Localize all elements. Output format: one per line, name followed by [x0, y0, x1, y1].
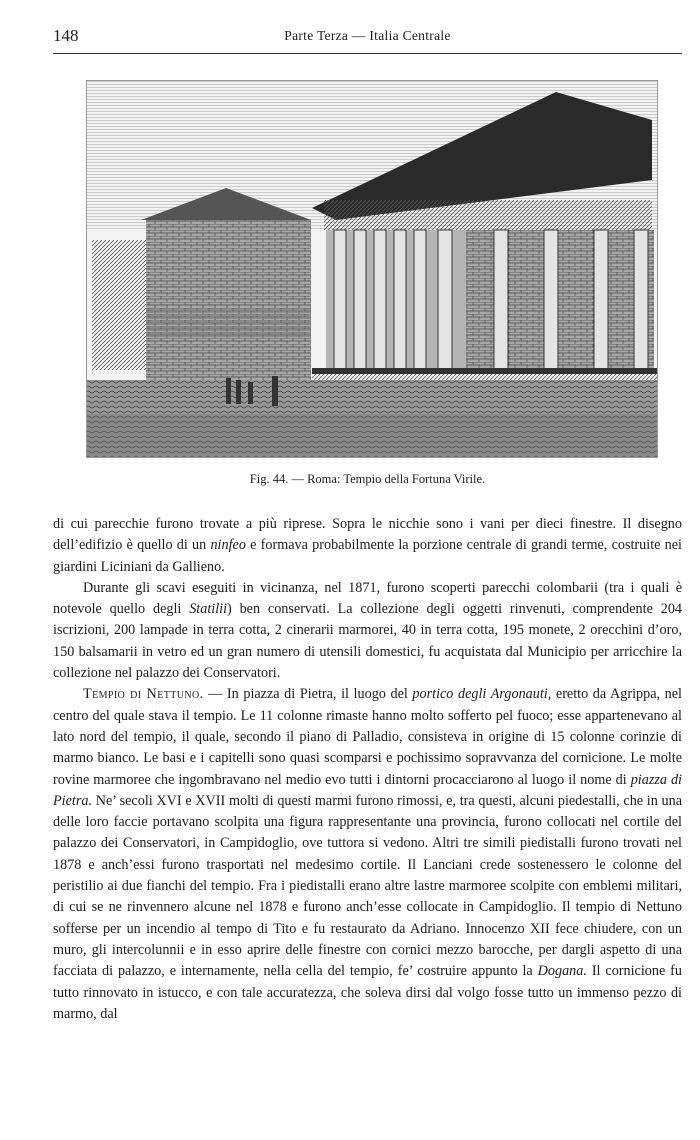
paragraph: Durante gli scavi eseguiti in vicinanza, nel 1871, furono scoperti parecchi colombarii (tra i quali è notevole quello degli Statilii) ben conservati. La collezione degli oggetti rinvenuti, comprendente 204 iscrizioni, 200 lampade in terra cotta, 2 cinerarii marmorei, 40 in terra cotta, 195 monete, 2 orecchini d’oro, 150 balsamarii in vetro ed un gran numero di utensili domestici, fu acquistata dal Municipio per arricchire la collezione nel palazzo dei Conservatori. [53, 579, 683, 682]
figure-engraving [86, 80, 658, 458]
body-text [53, 514, 682, 1025]
page-number: 148 [53, 26, 79, 45]
temple-illustration [86, 80, 658, 458]
page-header [53, 24, 682, 48]
section-heading: Tempio di Nettuno. [83, 686, 204, 703]
paragraph: di cui parecchie furono trovate a più riprese. Sopra le nicchie sono i vani per dieci finestre. Il disegno dell’edifizio è quello di un ninfeo e formava probabilmente la porzione centrale di grandi terme, costruite nei giardini Liciniani da Gallieno. [53, 516, 682, 575]
running-title: Parte Terza — Italia Centrale [284, 28, 451, 43]
background-building [146, 220, 311, 380]
header-rule [53, 53, 682, 54]
figure-caption: Fig. 44. — Roma: Tempio della Fortuna Virile. [249, 472, 486, 486]
paragraph: Tempio di Nettuno. — In piazza di Pietra, il luogo del portico degli Argonauti, eretto da Agrippa, nel centro del quale stava il tempio. Le 11 colonne rimaste hanno molto sofferto pel fuoco; esse appartenevano al lato nord del tempio, il quale, secondo il piano di Palladio, consisteva in origine di 15 colonne corinzie di marmo bianco. Le basi e i capitelli sono quasi scomparsi e pochissimo sopravvanza del cornicione. Le molte rovine marmoree che ingombravano nel medio evo tutti i dintorni procacciarono al luogo il nome di piazza di Pietra. Ne’ secoli XVI e XVII molti di questi marmi furono rimossi, e, tra questi, alcuni piedestalli, che in una delle loro faccie portavano scolpita una figura rappresentante una provincia, furono collocati nel cortile del palazzo dei Conservatori, in Campidoglio, ove tuttora si vedono. Altri tre simili piedistalli furono trovati nel 1878 e anch’essi furono trasportati nel medesimo cortile. Il Lanciani crede sostenessero le colonne del peristilio ai due fianchi del tempio. Fra i piedistalli erano altre lastre marmoree scolpite con emblemi militari, di cui se ne rinvennero alcune nel 1878 e furono anch’esse collocate in Campidoglio. Il tempio di Nettuno sofferse per un incendio al tempo di Tito e fu restaurato da Adriano. Innocenzo XII fece chiudere, con un muro, gli intercolunnii e in esso aprire delle finestre con cornici mezzo barocche, per dargli aspetto di una facciata di palazzo, e internamente, nella cella del tempio, fe’ costruire appunto la Dogana. Il cornicione fu tutto rinnovato in istucco, e con tale accuratezza, che soleva dirsi dal volgo fosse tutto un immenso pezzo di marmo, dal [53, 686, 682, 1022]
temple-entablature [324, 200, 652, 230]
